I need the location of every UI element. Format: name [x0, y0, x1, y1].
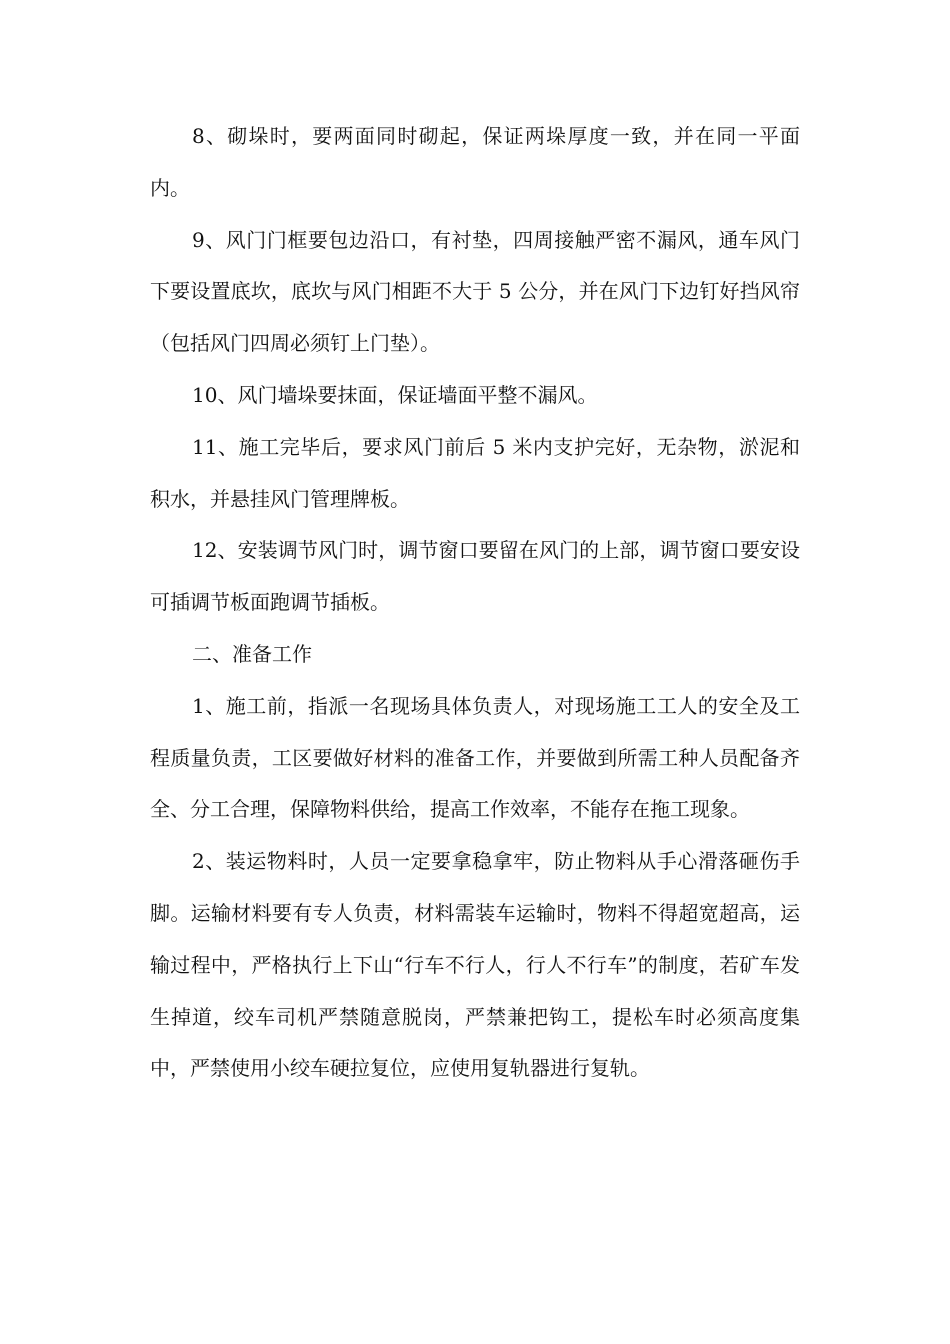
- paragraph-item-9: 9、风门门框要包边沿口，有衬垫，四周接触严密不漏风，通车风门下要设置底坎，底坎与风门相距不大于 5 公分，并在风门下边钉好挡风帘（包括风门四周必须钉上门垫）。: [150, 227, 800, 356]
- paragraph-item-10: 10、风门墙垛要抹面，保证墙面平整不漏风。: [192, 382, 598, 407]
- paragraph-item-12: 12、安装调节风门时，调节窗口要留在风门的上部，调节窗口要安设可插调节板面跑调节插板。: [150, 538, 800, 615]
- paragraph-item-11: 11、施工完毕后，要求风门前后 5 米内支护完好，无杂物，淤泥和积水，并悬挂风门管理牌板。: [150, 434, 800, 511]
- document-body: [150, 111, 800, 1095]
- paragraph-prep-2: 2、装运物料时，人员一定要拿稳拿牢，防止物料从手心滑落砸伤手脚。运输材料要有专人负责，材料需装车运输时，物料不得超宽超高，运输过程中，严格执行上下山“行车不行人，行人不行车”的制度，若矿车发生掉道，绞车司机严禁随意脱岗，严禁兼把钩工，提松车时必须高度集中，严禁使用小绞车硬拉复位，应使用复轨器进行复轨。: [150, 849, 800, 1081]
- section-heading-preparation: 二、准备工作: [192, 641, 312, 666]
- paragraph-prep-1: 1、施工前，指派一名现场具体负责人，对现场施工工人的安全及工程质量负责，工区要做好材料的准备工作，并要做到所需工种人员配备齐全、分工合理，保障物料供给，提高工作效率，不能存在拖工现象。: [150, 693, 800, 822]
- paragraph-item-8: 8、砌垛时，要两面同时砌起，保证两垛厚度一致，并在同一平面内。: [150, 124, 800, 200]
